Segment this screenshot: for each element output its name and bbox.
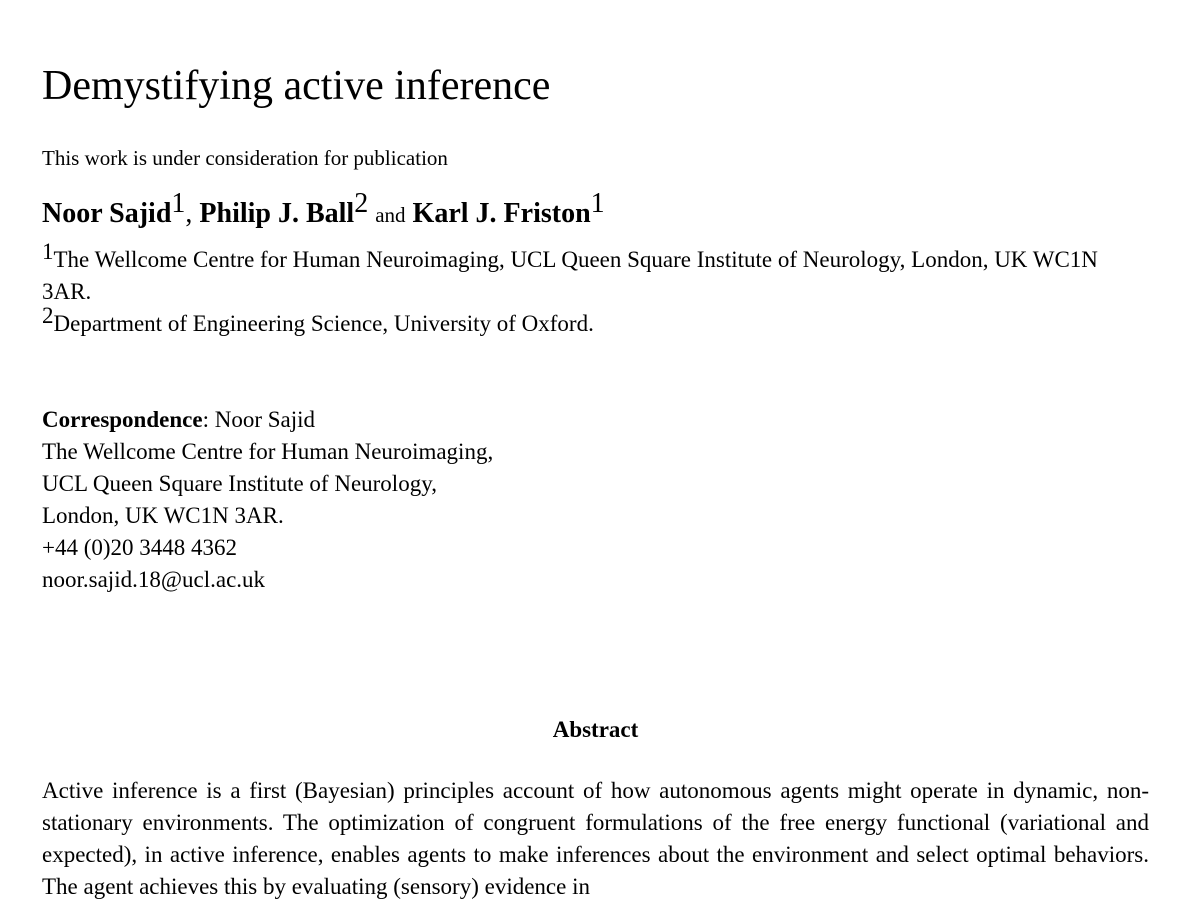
author-name: Philip J. Ball xyxy=(199,198,355,229)
correspondence-email: noor.sajid.18@ucl.ac.uk xyxy=(42,567,266,592)
affil-text: The Wellcome Centre for Human Neuroimaging, UCL Queen Square Institute of Neurology, London, UK WC1N 3AR. xyxy=(42,247,1098,304)
affiliations xyxy=(42,239,1149,340)
author-and: and xyxy=(375,203,406,227)
correspondence-address-line: UCL Queen Square Institute of Neurology, xyxy=(42,471,437,496)
correspondence-block xyxy=(42,404,493,596)
correspondence-line xyxy=(42,404,493,436)
correspondence-name: : Noor Sajid xyxy=(202,407,316,432)
correspondence-address-line: The Wellcome Centre for Human Neuroimaging, xyxy=(42,439,494,464)
correspondence-phone: +44 (0)20 3448 4362 xyxy=(42,535,238,560)
author-affil-marker: 1 xyxy=(590,188,605,219)
affiliation xyxy=(42,239,1149,308)
affiliation xyxy=(42,303,1149,340)
author-affil-marker: 2 xyxy=(354,188,369,219)
affil-text: Department of Engineering Science, University of Oxford. xyxy=(53,311,594,336)
publication-status: This work is under consideration for publication xyxy=(42,146,448,170)
abstract-heading: Abstract xyxy=(552,717,639,742)
author-list xyxy=(42,188,605,230)
correspondence-label: Correspondence xyxy=(42,407,203,432)
correspondence-address-line: London, UK WC1N 3AR. xyxy=(42,503,284,528)
abstract-text: Active inference is a first (Bayesian) principles account of how autonomous agents might operate in dynamic, non-stationary environments. The optimization of congruent formulations of the free energy functional (variational and expected), in active inference, enables agents to make inferences about the environment and select optimal behaviors. The agent achieves this by evaluating (sensory) evidence in xyxy=(42,778,1149,899)
author-separator: , xyxy=(185,198,193,229)
affil-number: 1 xyxy=(42,239,54,264)
paper-title: Demystifying active inference xyxy=(42,63,551,109)
affil-number: 2 xyxy=(42,303,54,328)
author-affil-marker: 1 xyxy=(171,188,186,219)
author-name: Karl J. Friston xyxy=(412,198,591,229)
author-name: Noor Sajid xyxy=(42,198,172,229)
